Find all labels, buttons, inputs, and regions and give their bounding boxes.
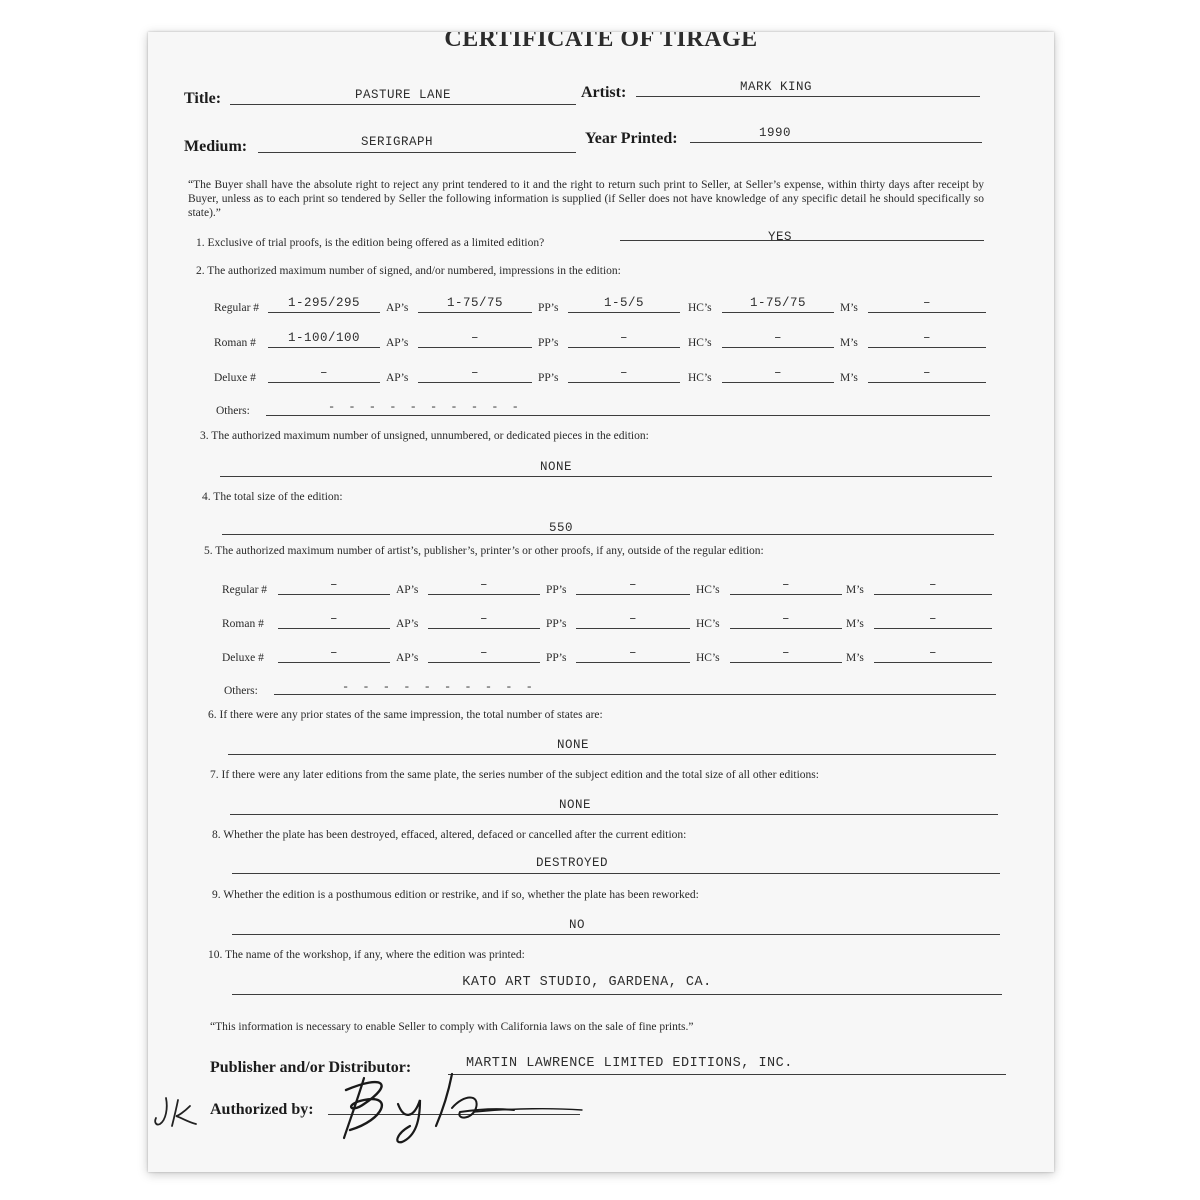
q2-row3-hc-label: HC’s xyxy=(688,372,712,384)
q6-answer: NONE xyxy=(556,738,589,752)
q8-answer: DESTROYED xyxy=(535,856,608,870)
q2-row2-hc-label: HC’s xyxy=(688,337,712,349)
q8-question: 8. Whether the plate has been destroyed, effaced, altered, defaced or cancelled after the current edition: xyxy=(212,829,687,841)
q10-underline xyxy=(232,994,1002,995)
q5-row2-hc-underline xyxy=(730,628,842,629)
q2-row1-ap-label: AP’s xyxy=(386,302,409,314)
q5-row3-ap-underline xyxy=(428,662,540,663)
q5-others-label: Others: xyxy=(224,685,258,697)
q5-row2-ap-underline xyxy=(428,628,540,629)
title-label: Title: xyxy=(184,90,222,107)
q2-row1-pp-label: PP’s xyxy=(538,302,559,314)
q5-row1-main-underline xyxy=(278,594,390,595)
q5-row3-label: Deluxe # xyxy=(222,652,264,664)
q2-row3-m-value: – xyxy=(922,366,931,380)
q9-underline xyxy=(232,934,1000,935)
q2-row2-ap-value: – xyxy=(470,331,479,345)
q5-row3-ap-value: – xyxy=(479,646,488,660)
q7-underline xyxy=(230,814,998,815)
q3-answer: NONE xyxy=(539,460,572,474)
q5-row2-m-label: M’s xyxy=(846,618,864,630)
q2-row2-hc-value: – xyxy=(773,331,782,345)
q5-row3-pp-value: – xyxy=(628,646,637,660)
q5-row3-m-underline xyxy=(874,662,992,663)
q2-row1-main-underline xyxy=(268,312,380,313)
initials-graphic xyxy=(150,1094,210,1134)
q2-row1-m-underline xyxy=(868,312,986,313)
q2-row2-main-value: 1-100/100 xyxy=(287,331,360,345)
q5-row1-pp-value: – xyxy=(628,578,637,592)
q5-row1-hc-label: HC’s xyxy=(696,584,720,596)
q2-row2-hc-underline xyxy=(722,347,834,348)
q5-row2-pp-label: PP’s xyxy=(546,618,567,630)
q2-others-underline xyxy=(266,415,990,416)
q5-row2-hc-label: HC’s xyxy=(696,618,720,630)
q2-row3-pp-underline xyxy=(568,382,680,383)
q2-row2-m-value: – xyxy=(922,331,931,345)
q2-row3-m-underline xyxy=(868,382,986,383)
year-value: 1990 xyxy=(758,126,791,140)
title-underline xyxy=(230,104,576,105)
q2-row2-ap-underline xyxy=(418,347,532,348)
q5-row1-m-label: M’s xyxy=(846,584,864,596)
q2-question: 2. The authorized maximum number of signed, and/or numbered, impressions in the edition: xyxy=(196,265,621,277)
q2-row3-m-label: M’s xyxy=(840,372,858,384)
q5-others-underline xyxy=(274,694,996,695)
q5-row3-ap-label: AP’s xyxy=(396,652,419,664)
q4-question: 4. The total size of the edition: xyxy=(202,491,343,503)
q5-row1-hc-underline xyxy=(730,594,842,595)
artist-value: MARK KING xyxy=(739,80,812,94)
q5-row1-ap-underline xyxy=(428,594,540,595)
california-law-note: “This information is necessary to enable Seller to comply with California laws on the sale of fine prints.” xyxy=(210,1021,694,1033)
q5-row1-m-value: – xyxy=(928,578,937,592)
q2-row3-ap-label: AP’s xyxy=(386,372,409,384)
q8-underline xyxy=(232,873,1000,874)
q5-row2-m-value: – xyxy=(928,612,937,626)
authorized-by-label: Authorized by: xyxy=(210,1101,314,1118)
artist-underline xyxy=(636,96,980,97)
q2-row1-label: Regular # xyxy=(214,302,260,314)
q5-row3-hc-underline xyxy=(730,662,842,663)
q5-row2-ap-label: AP’s xyxy=(396,618,419,630)
q2-row2-pp-value: – xyxy=(619,331,628,345)
q2-row2-ap-label: AP’s xyxy=(386,337,409,349)
year-printed-label: Year Printed: xyxy=(585,130,678,147)
medium-label: Medium: xyxy=(184,138,248,155)
medium-underline xyxy=(258,152,576,153)
q2-row3-hc-value: – xyxy=(773,366,782,380)
q1-question: 1. Exclusive of trial proofs, is the edition being offered as a limited edition? xyxy=(196,237,545,249)
q2-row3-main-value: – xyxy=(319,366,328,380)
q5-row3-hc-label: HC’s xyxy=(696,652,720,664)
q10-question: 10. The name of the workshop, if any, where the edition was printed: xyxy=(208,949,525,961)
q6-underline xyxy=(228,754,996,755)
q5-row2-main-underline xyxy=(278,628,390,629)
q5-row1-label: Regular # xyxy=(222,584,268,596)
certificate-sheet xyxy=(148,32,1054,1172)
q2-row3-label: Deluxe # xyxy=(214,372,256,384)
q5-row1-m-underline xyxy=(874,594,992,595)
buyer-rights-clause: “The Buyer shall have the absolute right to reject any print tendered to it and the right to return such print to Seller, at Seller’s expense, within thirty days after receipt by Buyer, unless as to each print so tendered by Seller the following information is supplied (if Seller does not have knowledge of any specific detail he should specifically so state).” xyxy=(188,179,984,219)
q2-row1-ap-value: 1-75/75 xyxy=(446,296,503,310)
q2-row3-main-underline xyxy=(268,382,380,383)
q5-row2-pp-underline xyxy=(576,628,690,629)
q5-row1-ap-value: – xyxy=(479,578,488,592)
q5-row1-pp-label: PP’s xyxy=(546,584,567,596)
q2-others-value: - - - - - - - - - - xyxy=(328,400,522,414)
q7-answer: NONE xyxy=(558,798,591,812)
q2-row1-pp-value: 1-5/5 xyxy=(603,296,644,310)
q5-row1-ap-label: AP’s xyxy=(396,584,419,596)
q5-row1-pp-underline xyxy=(576,594,690,595)
q2-row3-ap-value: – xyxy=(470,366,479,380)
q2-row2-main-underline xyxy=(268,347,380,348)
q5-row2-hc-value: – xyxy=(781,612,790,626)
q2-row1-m-label: M’s xyxy=(840,302,858,314)
q9-question: 9. Whether the edition is a posthumous edition or restrike, and if so, whether the plate has been reworked: xyxy=(212,889,699,901)
q2-row2-pp-label: PP’s xyxy=(538,337,559,349)
certificate-title: CERTIFICATE OF TIRAGE xyxy=(444,32,758,52)
q2-row2-m-label: M’s xyxy=(840,337,858,349)
q5-row3-pp-underline xyxy=(576,662,690,663)
publisher-value: MARTIN LAWRENCE LIMITED EDITIONS, INC. xyxy=(466,1056,793,1071)
q5-row3-m-label: M’s xyxy=(846,652,864,664)
q5-row1-hc-value: – xyxy=(781,578,790,592)
q3-question: 3. The authorized maximum number of unsigned, unnumbered, or dedicated pieces in the edition: xyxy=(200,430,649,442)
year-underline xyxy=(690,142,982,143)
publisher-label: Publisher and/or Distributor: xyxy=(210,1059,412,1076)
q5-row1-main-value: – xyxy=(329,578,338,592)
q5-row3-main-value: – xyxy=(329,646,338,660)
q2-row2-m-underline xyxy=(868,347,986,348)
q5-row2-pp-value: – xyxy=(628,612,637,626)
q7-question: 7. If there were any later editions from the same plate, the series number of the subject edition and the total size of all other editions: xyxy=(210,769,819,781)
q10-answer: KATO ART STUDIO, GARDENA, CA. xyxy=(462,975,712,990)
q2-row3-pp-value: – xyxy=(619,366,628,380)
q4-answer: 550 xyxy=(548,521,573,535)
q5-row3-hc-value: – xyxy=(781,646,790,660)
q5-row3-main-underline xyxy=(278,662,390,663)
q3-underline xyxy=(220,476,992,477)
q5-question: 5. The authorized maximum number of artist’s, publisher’s, printer’s or other proofs, if any, outside of the regular edition: xyxy=(204,545,764,557)
q5-row2-ap-value: – xyxy=(479,612,488,626)
q2-others-label: Others: xyxy=(216,405,250,417)
q5-others-value: - - - - - - - - - - xyxy=(342,680,536,694)
q6-question: 6. If there were any prior states of the same impression, the total number of states are: xyxy=(208,709,603,721)
q9-answer: NO xyxy=(568,918,585,932)
q2-row3-hc-underline xyxy=(722,382,834,383)
q1-answer: YES xyxy=(767,230,792,244)
q2-row3-pp-label: PP’s xyxy=(538,372,559,384)
q5-row2-label: Roman # xyxy=(222,618,264,630)
q2-row3-ap-underline xyxy=(418,382,532,383)
q2-row2-pp-underline xyxy=(568,347,680,348)
medium-value: SERIGRAPH xyxy=(360,135,433,149)
q2-row1-hc-value: 1-75/75 xyxy=(749,296,806,310)
q5-row2-main-value: – xyxy=(329,612,338,626)
q5-row3-pp-label: PP’s xyxy=(546,652,567,664)
q2-row2-label: Roman # xyxy=(214,337,256,349)
q2-row1-ap-underline xyxy=(418,312,532,313)
q2-row1-hc-underline xyxy=(722,312,834,313)
q2-row1-main-value: 1-295/295 xyxy=(287,296,360,310)
q2-row1-m-value: – xyxy=(922,296,931,310)
q5-row2-m-underline xyxy=(874,628,992,629)
artist-label: Artist: xyxy=(581,84,627,101)
title-value: PASTURE LANE xyxy=(354,88,451,102)
q2-row1-pp-underline xyxy=(568,312,680,313)
q5-row3-m-value: – xyxy=(928,646,937,660)
q2-row1-hc-label: HC’s xyxy=(688,302,712,314)
signature-graphic xyxy=(324,1064,584,1144)
